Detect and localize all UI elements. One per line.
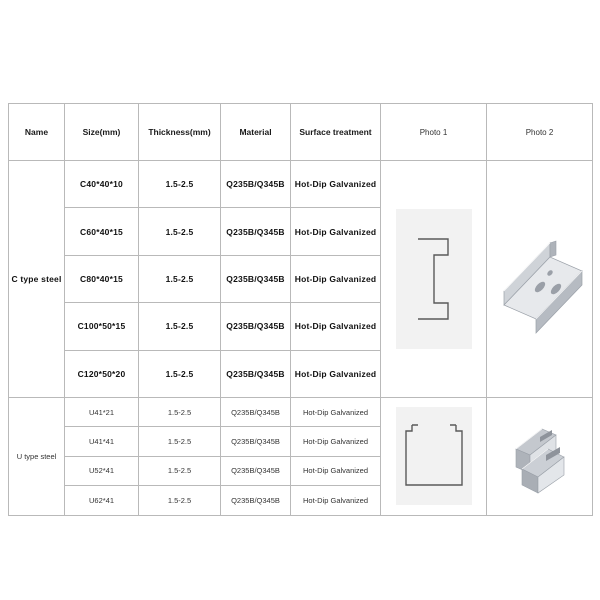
header-surface-treatment: Surface treatment (291, 104, 381, 161)
header-photo-1: Photo 1 (381, 104, 487, 161)
steel-specification-table (8, 103, 593, 516)
cell-surface: Hot-Dip Galvanized (291, 486, 381, 515)
cell-size: U62*41 (65, 486, 139, 515)
cell-size: U41*21 (65, 397, 139, 426)
cell-size: C100*50*15 (65, 303, 139, 350)
cell-thickness: 1.5-2.5 (139, 427, 221, 456)
u-channel-profile-drawing-icon (384, 399, 484, 513)
group-name-c-type: C type steel (9, 161, 65, 398)
cell-surface: Hot-Dip Galvanized (291, 350, 381, 397)
cell-material: Q235B/Q345B (221, 255, 291, 302)
cell-thickness: 1.5-2.5 (139, 161, 221, 208)
cell-thickness: 1.5-2.5 (139, 208, 221, 255)
cell-surface: Hot-Dip Galvanized (291, 208, 381, 255)
cell-size: U52*41 (65, 456, 139, 485)
cell-size: C40*40*10 (65, 161, 139, 208)
cell-material: Q235B/Q345B (221, 486, 291, 515)
cell-surface: Hot-Dip Galvanized (291, 255, 381, 302)
spec-table-wrapper (8, 103, 592, 516)
cell-size: C80*40*15 (65, 255, 139, 302)
photo1-c-type (381, 161, 487, 398)
cell-size: U41*41 (65, 427, 139, 456)
table-header (9, 104, 593, 161)
cell-material: Q235B/Q345B (221, 350, 291, 397)
group-name-u-type: U type steel (9, 397, 65, 515)
cell-material: Q235B/Q345B (221, 456, 291, 485)
u-channel-steel-photo-icon (490, 399, 590, 513)
header-thickness: Thickness(mm) (139, 104, 221, 161)
header-material: Material (221, 104, 291, 161)
cell-material: Q235B/Q345B (221, 397, 291, 426)
header-photo-2: Photo 2 (487, 104, 593, 161)
table-body (9, 161, 593, 516)
photo2-u-type (487, 397, 593, 515)
cell-material: Q235B/Q345B (221, 161, 291, 208)
header-row (9, 104, 593, 161)
table-row (9, 397, 593, 426)
header-size: Size(mm) (65, 104, 139, 161)
c-channel-steel-photo-icon (490, 167, 590, 391)
table-row (9, 161, 593, 208)
cell-surface: Hot-Dip Galvanized (291, 161, 381, 208)
cell-material: Q235B/Q345B (221, 208, 291, 255)
cell-surface: Hot-Dip Galvanized (291, 456, 381, 485)
cell-material: Q235B/Q345B (221, 427, 291, 456)
cell-size: C120*50*20 (65, 350, 139, 397)
header-name: Name (9, 104, 65, 161)
cell-surface: Hot-Dip Galvanized (291, 427, 381, 456)
cell-thickness: 1.5-2.5 (139, 397, 221, 426)
cell-thickness: 1.5-2.5 (139, 456, 221, 485)
cell-thickness: 1.5-2.5 (139, 350, 221, 397)
cell-surface: Hot-Dip Galvanized (291, 397, 381, 426)
cell-thickness: 1.5-2.5 (139, 486, 221, 515)
photo2-c-type (487, 161, 593, 398)
cell-surface: Hot-Dip Galvanized (291, 303, 381, 350)
cell-thickness: 1.5-2.5 (139, 255, 221, 302)
cell-material: Q235B/Q345B (221, 303, 291, 350)
cell-size: C60*40*15 (65, 208, 139, 255)
c-channel-profile-drawing-icon (384, 167, 484, 391)
cell-thickness: 1.5-2.5 (139, 303, 221, 350)
photo1-u-type (381, 397, 487, 515)
